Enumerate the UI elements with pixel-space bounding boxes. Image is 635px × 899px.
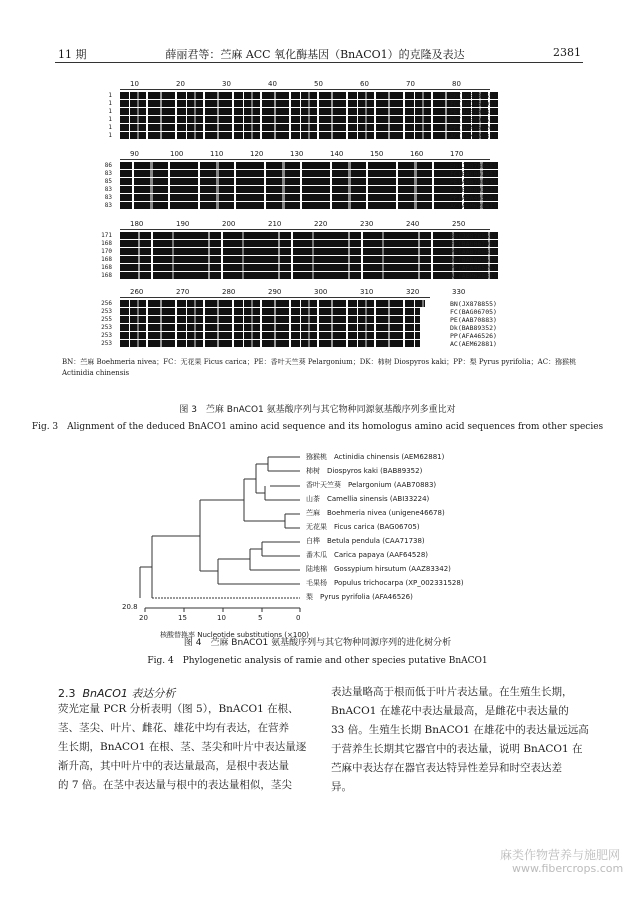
sequence-start-position: 1 [108, 132, 112, 139]
sequence-accession: BN(JX878855) [450, 232, 497, 240]
aligned-sequence [120, 324, 420, 331]
ruler-label: 10 [130, 80, 139, 88]
sequence-accession: PE(AAB70883) [450, 316, 497, 324]
ruler-label: 260 [130, 288, 144, 296]
tree-leaf-label: 白桦 Betula pendula (CAA71738) [306, 537, 425, 545]
ruler-label: 40 [268, 80, 277, 88]
aligned-sequence [120, 316, 420, 323]
ruler-line [120, 159, 490, 160]
body-text-line: 的 7 倍。在茎中表达量与根中的表达量相似，茎尖 [58, 779, 292, 791]
tree-leaf-label: 番木瓜 Carica papaya (AAF64528) [306, 551, 429, 559]
sequence-accession: FC(BAG06705) [450, 308, 497, 316]
sequence-accession: PP(AFA46526) [450, 194, 497, 202]
tree-axis-label: 核酸替换率 Nucleotide substitutions (×100) [160, 631, 309, 639]
ruler-label: 170 [450, 150, 464, 158]
ruler-label: 20 [176, 80, 185, 88]
ruler-label: 320 [406, 288, 420, 296]
running-title: 薛丽君等：苎麻 ACC 氧化酶基因（BnACO1）的克隆及表达 [165, 48, 465, 61]
ruler-line [120, 229, 490, 230]
ruler-label: 180 [130, 220, 144, 228]
ruler-label: 300 [314, 288, 328, 296]
sequence-start-position: 168 [101, 256, 112, 263]
aligned-sequence [120, 162, 498, 169]
ruler-label: 230 [360, 220, 374, 228]
section-number: 2.3 [58, 687, 76, 700]
ruler-label: 120 [250, 150, 264, 158]
fig4-caption-cn: 图 4 苎麻 BnACO1 氨基酸序列与其它物种同源序列的进化树分析 [183, 638, 452, 648]
ruler-line [120, 89, 490, 90]
ruler-label: 280 [222, 288, 236, 296]
aligned-sequence [120, 92, 498, 99]
ruler-label: 190 [176, 220, 190, 228]
sequence-accession: AC(AEM62881) [450, 272, 497, 280]
tree-leaf-label: 猕猴桃 Actinidia chinensis (AEM62881) [306, 453, 445, 461]
sequence-start-position: 83 [104, 202, 112, 209]
issue-number: 11 期 [58, 48, 87, 61]
body-text-line: 生长期，BnACO1 在根、茎、茎尖和叶片中表达量逐 [58, 741, 307, 753]
sequence-accession: BN(JX878855) [450, 162, 497, 170]
sequence-start-position: 1 [108, 100, 112, 107]
aligned-sequence [120, 170, 498, 177]
ruler-label: 100 [170, 150, 184, 158]
tree-leaf-label: 无花果 Ficus carica (BAG06705) [306, 523, 420, 531]
aligned-sequence [120, 132, 498, 139]
aligned-sequence [120, 332, 420, 339]
ruler-label: 110 [210, 150, 224, 158]
ruler-label: 150 [370, 150, 384, 158]
tree-root-label: 20.8 [122, 603, 138, 611]
aligned-sequence [120, 256, 498, 263]
ruler-label: 250 [452, 220, 466, 228]
aligned-sequence [120, 248, 498, 255]
tree-axis-tick: 0 [296, 614, 301, 622]
watermark-url: www.fibercrops.com [512, 862, 624, 875]
sequence-accession: Dk(BAB89352) [450, 324, 497, 332]
aligned-sequence [120, 240, 498, 247]
aligned-sequence [120, 300, 425, 307]
tree-axis-tick: 5 [258, 614, 263, 622]
sequence-start-position: 256 [101, 300, 112, 307]
ruler-label: 70 [406, 80, 415, 88]
aligned-sequence [120, 124, 498, 131]
sequence-accession: Dk(BAB89352) [450, 116, 497, 124]
section-heading [58, 685, 175, 701]
ruler-label: 210 [268, 220, 282, 228]
ruler-label: 160 [410, 150, 424, 158]
ruler-label: 90 [130, 150, 139, 158]
body-text-line: 于营养生长期其它器官中的表达量，说明 BnACO1 在 [331, 743, 583, 755]
sequence-start-position: 1 [108, 108, 112, 115]
sequence-start-position: 253 [101, 340, 112, 347]
body-text-line: 33 倍。生殖生长期 BnACO1 在雄花中的表达量远远高 [331, 724, 589, 736]
sequence-start-position: 171 [101, 232, 112, 239]
tree-axis-tick: 20 [139, 614, 148, 622]
tree-leaf-label: 香叶天竺葵 Pelargonium (AAB70883) [306, 481, 437, 489]
aligned-sequence [120, 178, 498, 185]
ruler-label: 140 [330, 150, 344, 158]
sequence-start-position: 253 [101, 308, 112, 315]
ruler-label: 240 [406, 220, 420, 228]
sequence-accession: PP(AFA46526) [450, 332, 497, 340]
species-abbreviation-note: BN：苎麻 Boehmeria nivea；FC：无花果 Ficus carica；PE：香叶天竺葵 Pelargonium；DK：柿树 Diospyros kaki；PP：梨 Pyrus pyrifolia；AC：猕猴桃 Actinidia chinensis [62, 358, 577, 377]
tree-leaf-label: 柿树 Diospyros kaki (BAB89352) [306, 467, 423, 475]
tree-leaf-label: 毛果杨 Populus trichocarpa (XP_002331528) [306, 579, 464, 587]
aligned-sequence [120, 232, 498, 239]
sequence-start-position: 85 [104, 178, 112, 185]
aligned-sequence [120, 272, 498, 279]
sequence-accession: FC(BAG06705) [450, 100, 497, 108]
aligned-sequence [120, 264, 498, 271]
sequence-accession: PE(AAB70883) [450, 178, 497, 186]
tree-leaf-label: 苎麻 Boehmeria nivea (unigene46678) [306, 509, 445, 517]
sequence-accession: FC(BAG06705) [450, 170, 497, 178]
ruler-label: 130 [290, 150, 304, 158]
ruler-label: 50 [314, 80, 323, 88]
body-text-line: 荧光定量 PCR 分析表明（图 5），BnACO1 在根、 [58, 703, 299, 715]
sequence-start-position: 83 [104, 170, 112, 177]
sequence-accession: PP(AFA46526) [450, 124, 497, 132]
aligned-sequence [120, 186, 498, 193]
sequence-start-position: 170 [101, 248, 112, 255]
sequence-start-position: 168 [101, 264, 112, 271]
sequence-start-position: 1 [108, 92, 112, 99]
tree-leaf-label: 梨 Pyrus pyrifolia (AFA46526) [306, 593, 413, 601]
sequence-accession: AC(AEM62881) [450, 340, 497, 348]
sequence-start-position: 168 [101, 272, 112, 279]
ruler-label: 290 [268, 288, 282, 296]
alignment-figure [0, 70, 635, 380]
sequence-start-position: 253 [101, 332, 112, 339]
tree-leaf-label: 山茶 Camellia sinensis (ABI33224) [306, 495, 430, 503]
aligned-sequence [120, 116, 498, 123]
tree-axis-tick: 10 [217, 614, 226, 622]
ruler-label: 330 [452, 288, 466, 296]
sequence-start-position: 255 [101, 316, 112, 323]
tree-axis-tick: 15 [178, 614, 187, 622]
sequence-accession: PP(AFA46526) [450, 264, 497, 272]
ruler-line [120, 297, 430, 298]
sequence-start-position: 168 [101, 240, 112, 247]
sequence-accession: BN(JX878855) [450, 92, 497, 100]
ruler-label: 200 [222, 220, 236, 228]
fig3-caption-en: Fig. 3 Alignment of the deduced BnACO1 amino acid sequence and its homologus amino acid sequences from other species [31, 422, 604, 432]
ruler-label: 60 [360, 80, 369, 88]
header-rule [55, 62, 583, 63]
body-text-line: 苎麻中表达存在器官表达特异性差异和时空表达差 [331, 762, 562, 774]
sequence-start-position: 86 [104, 162, 112, 169]
aligned-sequence [120, 340, 420, 347]
ruler-label: 220 [314, 220, 328, 228]
sequence-accession: PE(AAB70883) [450, 248, 497, 256]
sequence-accession: PE(AAB70883) [450, 108, 497, 116]
body-text-line: 渐升高，其中叶片中的表达量最高，是根中表达量 [58, 760, 289, 772]
section-title: BnACO1 表达分析 [82, 687, 176, 700]
sequence-accession: Dk(BAB89352) [450, 186, 497, 194]
aligned-sequence [120, 108, 498, 115]
sequence-start-position: 253 [101, 324, 112, 331]
body-text-line: 异。 [331, 781, 352, 793]
body-left-column [58, 700, 318, 795]
ruler-label: 30 [222, 80, 231, 88]
sequence-start-position: 1 [108, 116, 112, 123]
fig3-caption-cn: 图 3 苎麻 BnACO1 氨基酸序列与其它物种同源氨基酸序列多重比对 [179, 405, 456, 415]
ruler-label: 310 [360, 288, 374, 296]
body-text-line: BnACO1 在雄花中表达量最高，是雌花中表达量的 [331, 705, 569, 717]
sequence-accession: FC(BAG06705) [450, 240, 497, 248]
ruler-label: 270 [176, 288, 190, 296]
sequence-accession: BN(JX878855) [450, 300, 497, 308]
ruler-label: 80 [452, 80, 461, 88]
fig4-caption-en: Fig. 4 Phylogenetic analysis of ramie and other species putative BnACO1 [147, 656, 488, 666]
body-text-line: 茎、茎尖、叶片、雌花、雄花中均有表达，在营养 [58, 722, 289, 734]
sequence-start-position: 1 [108, 124, 112, 131]
sequence-accession: Dk(BAB89352) [450, 256, 497, 264]
aligned-sequence [120, 194, 498, 201]
body-right-column [331, 683, 591, 797]
tree-leaf-label: 陆地棉 Gossypium hirsutum (AAZ83342) [306, 565, 451, 573]
body-text-line: 表达量略高于根而低于叶片表达量。在生殖生长期， [331, 686, 573, 698]
sequence-accession: AC(AEM62881) [450, 202, 497, 210]
sequence-start-position: 83 [104, 194, 112, 201]
watermark-title: 麻类作物营养与施肥网 [500, 848, 621, 862]
aligned-sequence [120, 100, 498, 107]
aligned-sequence [120, 202, 498, 209]
sequence-start-position: 83 [104, 186, 112, 193]
sequence-accession: AC(AEM62881) [450, 132, 497, 140]
aligned-sequence [120, 308, 420, 315]
page-number: 2381 [553, 46, 581, 59]
